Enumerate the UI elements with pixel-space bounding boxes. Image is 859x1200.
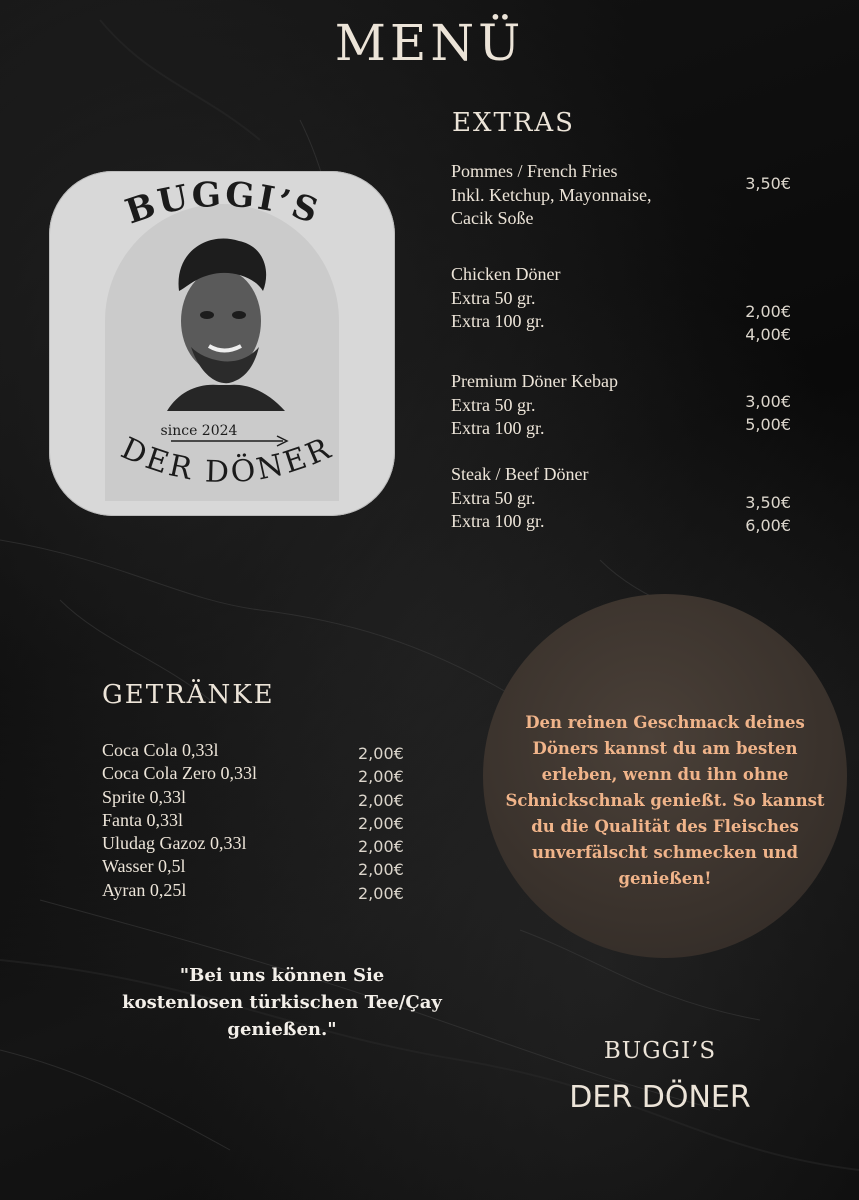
item-price: 3,50€: [745, 174, 791, 193]
logo-since-text: since 2024: [160, 423, 238, 439]
item-line: Extra 100 gr.: [451, 418, 545, 438]
item-price: 4,00€: [745, 325, 791, 344]
logo-bottom-text: DER DÖNER: [115, 430, 339, 491]
item-line: Premium Döner Kebap: [451, 371, 618, 391]
menu-title: MENÜ: [334, 14, 525, 72]
item-line: Inkl. Ketchup, Mayonnaise,: [451, 184, 652, 205]
drink-price: 2,00€: [358, 837, 404, 857]
footer-subtitle: DER DÖNER: [569, 1080, 751, 1115]
list-item: [102, 787, 422, 810]
extras-heading: EXTRAS: [452, 108, 575, 138]
item-price: 2,00€: [745, 302, 791, 321]
list-item: [102, 740, 422, 763]
item-line: Chicken Döner: [451, 264, 561, 284]
extras-item-fries: [451, 160, 791, 232]
item-price: 6,00€: [745, 516, 791, 535]
item-price: 3,00€: [745, 392, 791, 411]
logo-top-text: BUGGI’S: [120, 174, 326, 233]
drink-price: 2,00€: [358, 883, 404, 903]
promo-text: Den reinen Geschmack deines Döners kannst du am besten erleben, wenn du ihn ohne Schnickschnak genießt. So kannst du die Qualität des Fleisches unverfälscht schmecken und genießen!: [505, 713, 825, 888]
buggis-logo: [49, 171, 395, 516]
list-item: [102, 833, 422, 856]
item-price: 3,50€: [745, 493, 791, 512]
drink-name: Uludag Gazoz 0,33l: [102, 833, 247, 854]
drink-price: 2,00€: [358, 860, 404, 880]
drink-price: 2,00€: [358, 744, 404, 763]
drink-name: Fanta 0,33l: [102, 809, 183, 830]
drink-name: Ayran 0,25l: [102, 879, 187, 900]
item-line: Extra 50 gr.: [451, 394, 536, 415]
footer-brand: BUGGI’S: [603, 1038, 717, 1064]
list-item: [102, 763, 422, 786]
drink-name: Sprite 0,33l: [102, 786, 186, 807]
item-line: Steak / Beef Döner: [451, 464, 589, 484]
drink-name: Wasser 0,5l: [102, 856, 186, 877]
tea-note: "Bei uns können Sie kostenlosen türkischen Tee/Çay genießen.": [122, 965, 442, 1040]
extras-item-premium: [451, 370, 791, 442]
drink-name: Coca Cola Zero 0,33l: [102, 763, 257, 784]
item-line: Cacik Soße: [451, 208, 534, 228]
item-line: Extra 100 gr.: [451, 511, 545, 531]
item-line: Pommes / French Fries: [451, 161, 618, 181]
drink-name: Coca Cola 0,33l: [102, 740, 219, 760]
extras-item-steak: [451, 463, 791, 535]
logo-graphic: [49, 171, 395, 516]
drink-price: 2,00€: [358, 767, 404, 787]
extras-item-chicken: [451, 263, 791, 344]
item-price: 5,00€: [745, 415, 791, 434]
list-item: [102, 880, 422, 903]
drinks-list: [102, 740, 422, 903]
item-line: Extra 50 gr.: [451, 287, 536, 308]
drink-price: 2,00€: [358, 813, 404, 833]
item-line: Extra 100 gr.: [451, 311, 545, 331]
list-item: [102, 810, 422, 833]
drink-price: 2,00€: [358, 790, 404, 810]
drinks-heading: GETRÄNKE: [102, 680, 275, 710]
item-line: Extra 50 gr.: [451, 487, 536, 508]
list-item: [102, 856, 422, 879]
